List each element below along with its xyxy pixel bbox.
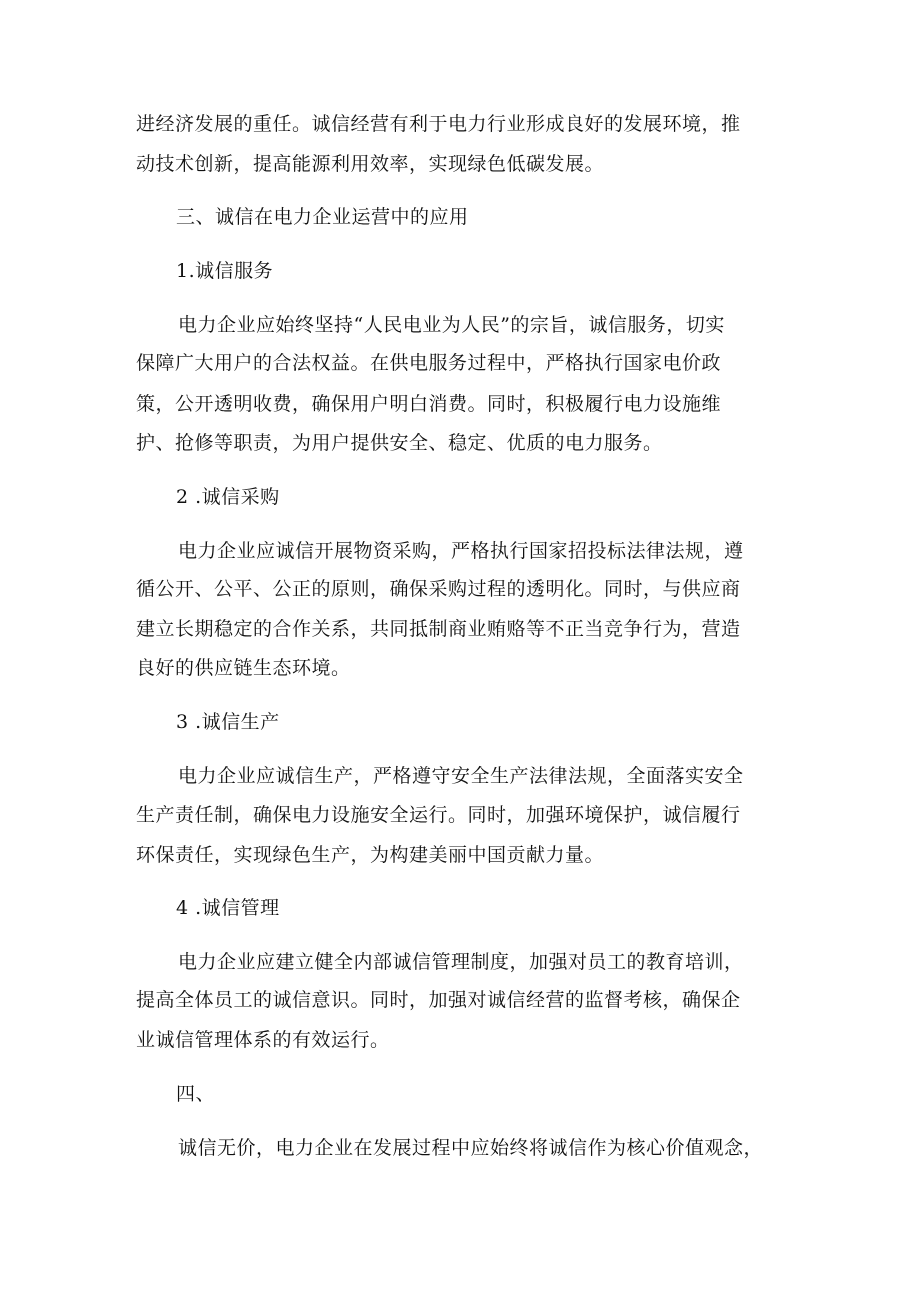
section-four-heading: 四、	[176, 1083, 216, 1105]
subsection-3-body-line-2: 生产责任制，确保电力设施安全运行。同时，加强环境保护，诚信履行	[136, 804, 741, 826]
section-three-heading: 三、诚信在电力企业运营中的应用	[176, 206, 469, 228]
subsection-1-heading: 1.诚信服务	[176, 260, 274, 282]
subsection-1-body-line-3: 策，公开透明收费，确保用户明白消费。同时，积极履行电力设施维	[136, 393, 722, 415]
continuation-line-2: 动技术创新，提高能源利用效率，实现绿色低碳发展。	[136, 153, 605, 175]
continuation-line-1: 进经济发展的重任。诚信经营有利于电力行业形成良好的发展环境，推	[136, 113, 741, 135]
subsection-4-body-line-3: 业诚信管理体系的有效运行。	[136, 1029, 390, 1051]
subsection-3-body-line-3: 环保责任，实现绿色生产，为构建美丽中国贡献力量。	[136, 844, 605, 866]
subsection-2-body-line-3: 建立长期稳定的合作关系，共同抵制商业贿赂等不正当竞争行为，营造	[136, 618, 741, 640]
subsection-2-heading: 2 .诚信采购	[176, 486, 280, 508]
subsection-1-body-line-1: 电力企业应始终坚持“人民电业为人民”的宗旨，诚信服务，切实	[178, 314, 725, 336]
conclusion-line-1: 诚信无价，电力企业在发展过程中应始终将诚信作为核心价值观念，	[178, 1137, 764, 1159]
subsection-3-body-line-1: 电力企业应诚信生产，严格遵守安全生产法律法规，全面落实安全	[178, 765, 744, 787]
subsection-1-body-line-4: 护、抢修等职责，为用户提供安全、稳定、优质的电力服务。	[136, 432, 663, 454]
subsection-4-heading: 4 .诚信管理	[176, 897, 280, 919]
subsection-2-body-line-1: 电力企业应诚信开展物资采购，严格执行国家招投标法律法规，遵	[178, 540, 744, 562]
subsection-2-body-line-4: 良好的供应链生态环境。	[136, 657, 351, 679]
subsection-1-body-line-2: 保障广大用户的合法权益。在供电服务过程中，严格执行国家电价政	[136, 352, 722, 374]
subsection-4-body-line-1: 电力企业应建立健全内部诚信管理制度，加强对员工的教育培训，	[178, 951, 744, 973]
subsection-2-body-line-2: 循公开、公平、公正的原则，确保采购过程的透明化。同时，与供应商	[136, 578, 741, 600]
subsection-4-body-line-2: 提高全体员工的诚信意识。同时，加强对诚信经营的监督考核，确保企	[136, 989, 741, 1011]
subsection-3-heading: 3 .诚信生产	[176, 711, 280, 733]
